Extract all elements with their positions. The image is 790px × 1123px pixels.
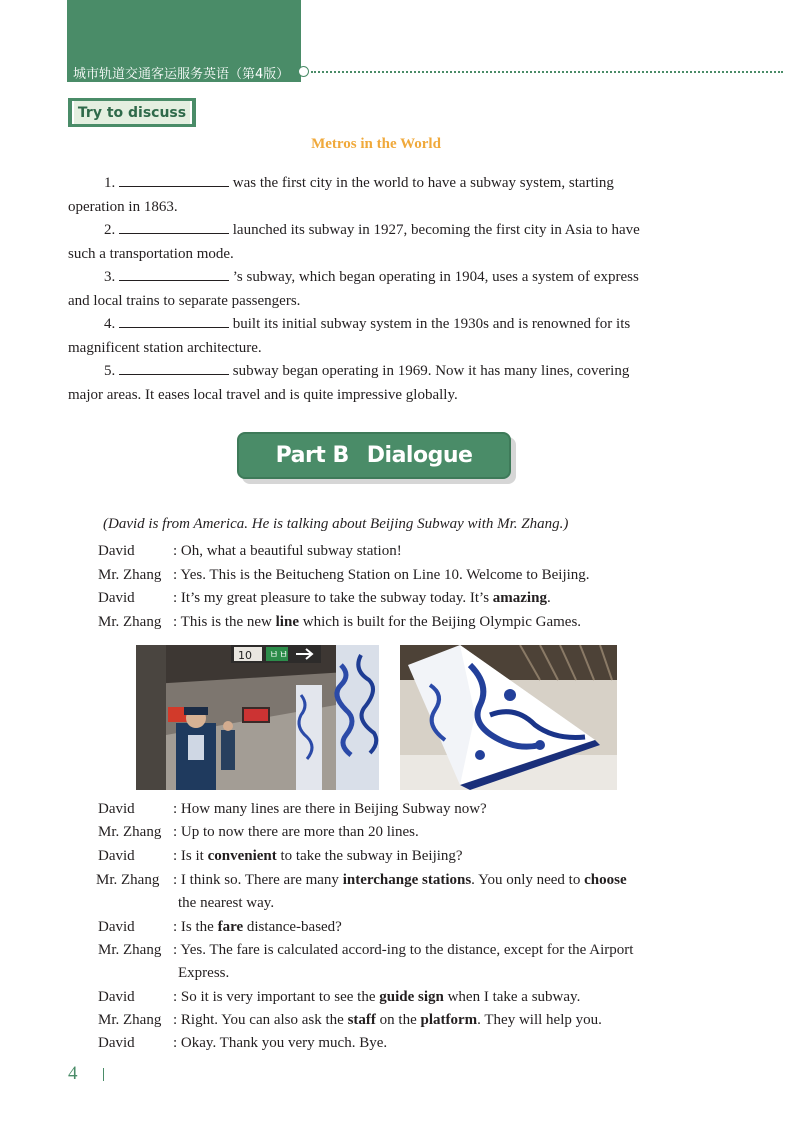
line-text: How many lines are there in Beijing Subway now? [177,801,487,817]
line-text: distance-based? [243,919,342,935]
dialogue-continuation: Express. [178,965,230,981]
speaker: Mr. Zhang [96,872,160,888]
question-line [68,172,685,196]
question-5 [68,360,685,407]
line-text: Is the [177,919,218,935]
answer-blank[interactable] [119,220,229,234]
page-number: 4 [68,1063,78,1084]
dialogue-line [98,845,463,869]
speaker: Mr. Zhang [98,942,162,958]
question-number: 1. [104,175,116,191]
answer-blank[interactable] [119,361,229,375]
answer-blank[interactable] [119,267,229,281]
keyword: convenient [207,848,277,864]
dialogue-line [98,611,581,635]
dialogue-line [98,1009,602,1033]
speaker: Mr. Zhang [98,824,162,840]
speaker: Mr. Zhang [98,567,162,583]
line-text: . You only need to [471,872,585,888]
dialogue-intro: (David is from America. He is talking about Beijing Subway with Mr. Zhang.) [103,516,569,532]
line-text: on the [375,1012,421,1028]
header-circle-icon [298,66,309,77]
line-text: So it is very important to see the [177,989,380,1005]
dialogue-line [98,986,580,1010]
colon: : [173,942,178,958]
keyword: staff [347,1012,376,1028]
colon: : [173,989,178,1005]
line-text: which is built for the Beijing Olympic Games. [298,614,582,630]
discuss-label-inner [72,101,192,124]
dialogue-line [98,587,551,611]
part-title: Dialogue [366,443,473,468]
dialogue-line [98,798,487,822]
keyword: choose [584,872,627,888]
part-banner-text [239,443,509,468]
discuss-label-box [68,98,196,127]
question-continuation: such a transportation mode. [68,245,234,262]
artwork-illustration [400,645,617,790]
dialogue-line [96,869,627,893]
line-text: I think so. There are many [177,872,343,888]
keyword: fare [217,919,244,935]
colon: : [173,1012,178,1028]
station-photo-artwork [400,645,617,790]
keyword: interchange stations [342,872,472,888]
question-number: 4. [104,316,116,332]
answer-blank[interactable] [119,314,229,328]
line-text: Is it [177,848,208,864]
dialogue-line [98,564,590,588]
speaker: Mr. Zhang [98,614,162,630]
speaker: David [98,989,135,1005]
platform-illustration [136,645,379,790]
question-1 [68,172,685,219]
part-banner [237,432,511,479]
question-number: 3. [104,269,116,285]
question-text: launched its subway in 1927, becoming the first city in Asia to have [229,222,640,238]
page-number-divider [103,1068,104,1081]
line-text: Yes. This is the Beitucheng Station on Line 10. Welcome to Beijing. [177,567,590,583]
colon: : [173,567,178,583]
question-line [68,266,685,290]
colon: : [173,1035,178,1051]
speaker: David [98,1035,135,1051]
book-title: 城市轨道交通客运服务英语（第4版） [73,67,290,82]
question-line [68,219,685,243]
line-text: Oh, what a beautiful subway station! [177,543,402,559]
keyword: guide sign [379,989,444,1005]
colon: : [173,824,178,840]
line-text: Yes. The fare is calculated accord-ing to the distance, except for the Airport [177,942,634,958]
question-continuation: operation in 1863. [68,198,178,215]
colon: : [173,543,178,559]
question-text: ’s subway, which began operating in 1904, uses a system of express [229,269,639,285]
question-text: subway began operating in 1969. Now it has many lines, covering [229,363,630,379]
question-line [68,360,685,384]
header-dotted-rule [311,71,783,73]
question-line [68,313,685,337]
question-4 [68,313,685,360]
colon: : [173,848,178,864]
dialogue-line [98,821,419,845]
line-text: . [546,590,551,606]
question-number: 2. [104,222,116,238]
discuss-label: Try to discuss [77,105,187,121]
dialogue-line [98,1032,387,1056]
colon: : [173,919,178,935]
speaker: Mr. Zhang [98,1012,162,1028]
dialogue-line [98,939,633,963]
line-text: This is the new [177,614,276,630]
line-text: It’s my great pleasure to take the subway today. It’s [177,590,493,606]
question-text: was the first city in the world to have a subway system, starting [229,175,614,191]
dialogue-line [98,916,342,940]
speaker: David [98,543,135,559]
line-text: when I take a subway. [443,989,581,1005]
question-continuation: and local trains to separate passengers. [68,292,301,309]
colon: : [173,590,178,606]
keyword: platform [420,1012,478,1028]
colon: : [173,614,178,630]
line-text: Okay. Thank you very much. Bye. [177,1035,388,1051]
keyword: amazing [492,590,547,606]
dialogue-line [98,540,402,564]
colon: : [173,872,178,888]
sign-number: 10 [238,649,252,662]
section-title: Metros in the World [311,136,441,152]
speaker: David [98,919,135,935]
sign-tail: ㅂㅂ [269,650,289,661]
speaker: David [98,848,135,864]
question-2 [68,219,685,266]
station-photo-platform [136,645,379,790]
question-3 [68,266,685,313]
line-text: Right. You can also ask the [177,1012,348,1028]
answer-blank[interactable] [119,173,229,187]
colon: : [173,801,178,817]
line-text: . They will help you. [477,1012,602,1028]
question-continuation: magnificent station architecture. [68,339,262,356]
part-label: Part B [275,443,349,468]
line-text: to take the subway in Beijing? [276,848,463,864]
dialogue-continuation: the nearest way. [178,895,275,911]
keyword: line [275,614,299,630]
speaker: David [98,590,135,606]
question-continuation: major areas. It eases local travel and is quite impressive globally. [68,386,458,403]
question-number: 5. [104,363,116,379]
speaker: David [98,801,135,817]
question-text: built its initial subway system in the 1930s and is renowned for its [229,316,631,332]
line-text: Up to now there are more than 20 lines. [177,824,419,840]
